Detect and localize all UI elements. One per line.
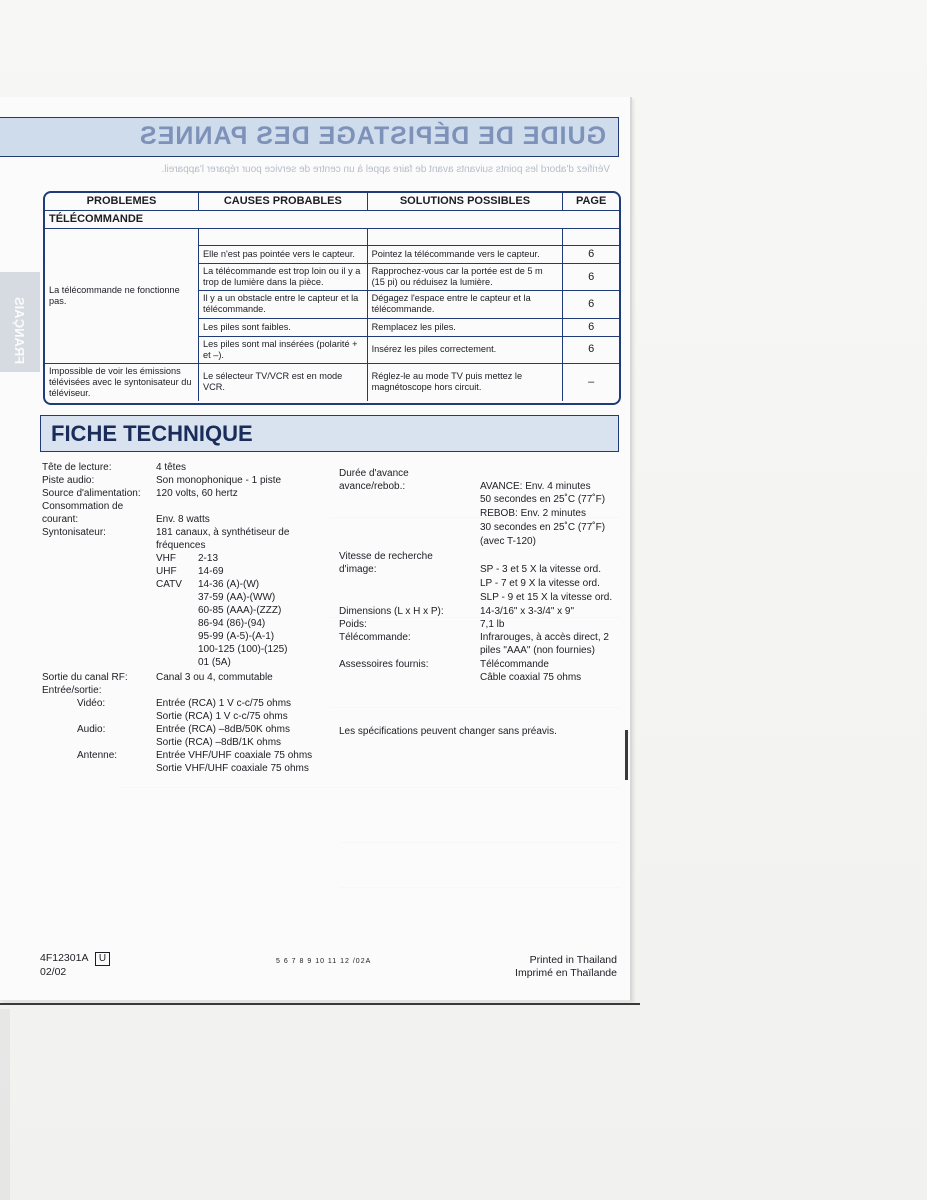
band-range: 86-94 (86)-(94) [198,618,266,629]
spec-label: Dimensions (L x H x P): [339,606,444,617]
cause-cell: Les piles sont faibles. [199,318,368,336]
io-value: Entrée (RCA) –8dB/50K ohms [156,724,290,735]
spec-value: fréquences [156,540,206,551]
spec-label: courant: [42,514,79,525]
spec-value: SLP - 9 et 15 X la vitesse ord. [480,592,613,603]
spec-label: Télécommande: [339,632,411,643]
section-title-telecommande: TÉLÉCOMMANDE [45,211,619,229]
scan-shadow [0,1009,10,1200]
io-label: Vidéo: [77,698,106,709]
page-cell: 6 [563,246,619,264]
spec-notice: Les spécifications peuvent changer sans préavis. [339,726,557,737]
io-label: Antenne: [77,750,118,761]
spec-value: 14-3/16" x 3-3/4" x 9" [480,606,575,617]
io-value: Entrée VHF/UHF coaxiale 75 ohms [156,750,313,761]
side-tab-label: FRANÇAIS [12,297,27,365]
document-code [40,952,110,966]
band-range: 60-85 (AAA)-(ZZZ) [198,605,282,616]
spec-label: Entrée/sortie: [42,685,102,696]
band-label: UHF [156,566,177,577]
solution-cell: Remplacez les piles. [367,318,563,336]
io-value: Entrée (RCA) 1 V c-c/75 ohms [156,698,292,709]
cause-cell: Le sélecteur TV/VCR est en mode VCR. [199,363,368,401]
solution-cell: Réglez-le au mode TV puis mettez le magnétoscope hors circuit. [367,363,563,401]
spec-label: d'image: [339,564,377,575]
guide-title: GUIDE DE DÉPISTAGE DES PANNES [138,122,606,150]
solution-cell: Dégagez l'espace entre le capteur et la télécommande. [367,291,563,318]
spec-value: LP - 7 et 9 X la vitesse ord. [480,578,600,589]
io-label: Audio: [77,724,106,735]
spec-value: Son monophonique - 1 piste [156,475,282,486]
scan-mark [625,730,628,780]
page-cell: 6 [563,264,619,291]
band-label: CATV [156,579,182,590]
table-row [45,229,619,246]
print-sequence: 5 6 7 8 9 10 11 12 /02A [276,958,372,965]
column-header-page: PAGE [563,193,619,211]
spec-value: 120 volts, 60 hertz [156,488,238,499]
page-cell: 6 [563,318,619,336]
spec-label: Poids: [339,619,367,630]
troubleshooting-table [43,191,621,405]
spec-label: Consommation de [42,501,124,512]
band-label: VHF [156,553,176,564]
spec-value: Télécommande [480,659,549,670]
band-range: 95-99 (A-5)-(A-1) [198,631,275,642]
spec-value: AVANCE: Env. 4 minutes [480,481,591,492]
io-value: Sortie VHF/UHF coaxiale 75 ohms [156,763,309,774]
printed-in: Printed in Thailand [529,954,617,966]
spec-label: Tête de lecture: [42,462,112,473]
column-header-problems: PROBLEMES [45,193,199,211]
spec-value: 50 secondes en 25˚C (77˚F) [480,494,606,505]
manual-page [0,97,632,1001]
spec-label: Durée d'avance [339,468,409,479]
io-value: Sortie (RCA) 1 V c-c/75 ohms [156,711,288,722]
problem-cell: La télécommande ne fonctionne pas. [45,229,199,364]
band-range: 14-36 (A)-(W) [198,579,260,590]
band-range: 01 (5A) [198,657,231,668]
column-header-causes: CAUSES PROBABLES [199,193,368,211]
band-range: 14-69 [198,566,224,577]
page-cell: – [588,375,595,388]
spec-label: Source d'alimentation: [42,488,141,499]
spec-value: REBOB: Env. 2 minutes [480,508,586,519]
spec-label: avance/rebob.: [339,481,406,492]
band-range: 37-59 (AA)-(WW) [198,592,276,603]
spec-label: Syntonisateur: [42,527,106,538]
spec-value: 30 secondes en 25˚C (77˚F) [480,522,606,533]
guide-header-band [0,117,619,157]
spec-value: 4 têtes [156,462,187,473]
spec-label: Sortie du canal RF: [42,672,128,683]
page-bottom-edge [0,1003,640,1011]
solution-cell: Rapprochez-vous car la portée est de 5 m (15 pi) ou réduisez la lumière. [367,264,563,291]
column-header-solutions: SOLUTIONS POSSIBLES [367,193,563,211]
spec-value: Infrarouges, à accès direct, 2 [480,632,609,643]
band-range: 2-13 [198,553,219,564]
cause-cell: Il y a un obstacle entre le capteur et la télécommande. [199,291,368,318]
spec-value: piles "AAA" (non fournies) [480,645,595,656]
spec-value: Env. 8 watts [156,514,210,525]
band-range: 100-125 (100)-(125) [198,644,288,655]
cause-cell: Elle n'est pas pointée vers le capteur. [199,246,368,264]
document-badge: U [95,952,110,966]
spec-label: Vitesse de recherche [339,551,433,562]
spec-value: (avec T-120) [480,536,536,547]
spec-value: Canal 3 ou 4, commutable [156,672,273,683]
page-cell: 6 [563,291,619,318]
document-date: 02/02 [40,966,67,978]
fiche-technique-title: FICHE TECHNIQUE [51,421,253,446]
spec-value: 7,1 lb [480,619,505,630]
spec-label: Piste audio: [42,475,95,486]
io-value: Sortie (RCA) –8dB/1K ohms [156,737,282,748]
spec-value: 181 canaux, à synthétiseur de [156,527,290,538]
cause-cell: Les piles sont mal insérées (polarité + et –). [199,336,368,363]
spec-value: SP - 3 et 5 X la vitesse ord. [480,564,601,575]
spec-label: Assessoires fournis: [339,659,429,670]
solution-cell: Pointez la télécommande vers le capteur. [367,246,563,264]
document-number: 4F12301A [40,952,88,964]
guide-subtitle: Vérifiez d'abord les points suivants avant de faire appel à un centre de service pour réparer l'appareil. [161,164,610,175]
imprime-en: Imprimé en Thaïlande [515,967,617,979]
fiche-technique-band [40,415,619,452]
problem-cell: Impossible de voir les émissions télévisées avec le syntonisateur du téléviseur. [45,363,199,401]
spec-value: Câble coaxial 75 ohms [480,672,582,683]
table-row [45,363,619,401]
cause-cell: La télécommande est trop loin ou il y a trop de lumière dans la pièce. [199,264,368,291]
page-cell: 6 [563,336,619,363]
solution-cell: Insérez les piles correctement. [367,336,563,363]
